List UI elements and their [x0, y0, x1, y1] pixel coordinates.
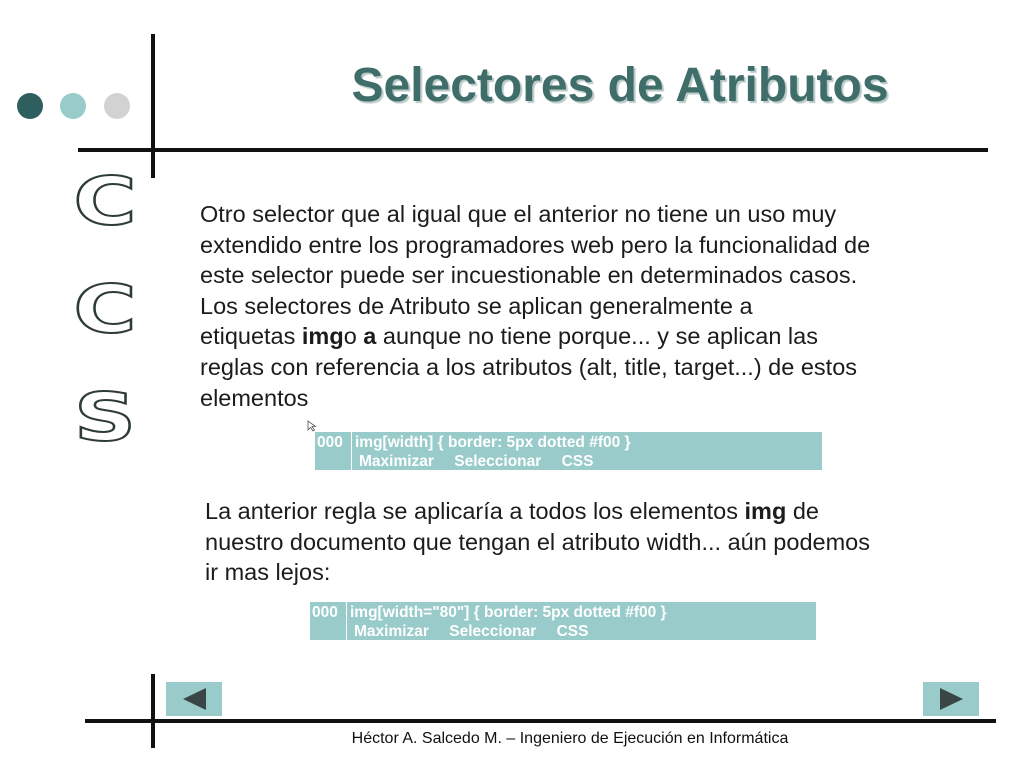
- keyword-a: a: [363, 323, 377, 350]
- paragraph-line: Los selectores de Atributo se aplican generalmente a: [200, 292, 753, 319]
- decor-dot-gray: [104, 93, 130, 119]
- paragraph-intro: [200, 199, 960, 413]
- next-slide-button[interactable]: [923, 682, 979, 716]
- code-actions: [354, 623, 602, 641]
- frame-line-top-horizontal: [78, 148, 988, 152]
- paragraph-line: Otro selector que al igual que el anterior no tiene un uso muy: [200, 201, 837, 227]
- paragraph-followup: [205, 496, 965, 588]
- text-fragment: etiquetas: [200, 323, 302, 350]
- cursor-icon: [307, 420, 317, 432]
- frame-line-top-vertical: [151, 34, 155, 178]
- paragraph-line: extendido entre los programadores web pero la funcionalidad de: [200, 231, 871, 258]
- frame-line-bottom-horizontal: [85, 719, 996, 723]
- maximize-link[interactable]: Maximizar: [354, 623, 429, 640]
- select-link[interactable]: Seleccionar: [449, 623, 537, 640]
- side-letter-s: S: [74, 379, 136, 456]
- frame-line-bottom-vertical: [151, 674, 155, 748]
- code-text: img[width] { border: 5px dotted #f00 }: [355, 434, 631, 451]
- keyword-img: img: [744, 498, 787, 524]
- triangle-right-icon: [923, 682, 979, 716]
- text-fragment: de: [786, 498, 819, 524]
- side-letter-c1: C: [73, 163, 137, 240]
- css-link[interactable]: CSS: [556, 623, 589, 640]
- paragraph-line: nuestro documento que tengan el atributo width... aún podemos: [205, 528, 870, 555]
- paragraph-line: reglas con referencia a los atributos (alt, title, target...) de estos: [200, 353, 858, 380]
- code-line-number: 000: [317, 434, 343, 451]
- code-block-1: [315, 432, 822, 470]
- code-separator: [346, 602, 347, 640]
- css-link[interactable]: CSS: [561, 453, 594, 470]
- decor-dot-teal: [60, 93, 86, 119]
- paragraph-line: ir mas lejos:: [205, 559, 331, 586]
- text-fragment: aunque no tiene porque... y se aplican las: [376, 323, 818, 350]
- code-text: img[width="80"] { border: 5px dotted #f00 }: [350, 604, 667, 621]
- paragraph-line: [205, 496, 965, 527]
- previous-slide-button[interactable]: [166, 682, 222, 716]
- side-letter-c2: C: [73, 271, 137, 348]
- code-separator: [351, 432, 352, 470]
- maximize-link[interactable]: Maximizar: [359, 453, 434, 470]
- code-line-number: 000: [312, 604, 338, 621]
- code-block-2: [310, 602, 816, 640]
- triangle-left-icon: [166, 682, 222, 716]
- paragraph-line: [200, 321, 960, 352]
- decor-dot-dark: [17, 93, 43, 119]
- text-fragment: La anterior regla se aplicaría a todos los elementos: [205, 498, 745, 524]
- footer-author: Héctor A. Salcedo M. – Ingeniero de Ejecución en Informática: [351, 730, 789, 747]
- code-actions: [359, 453, 607, 471]
- text-fragment: o: [343, 323, 364, 350]
- select-link[interactable]: Seleccionar: [454, 453, 542, 470]
- slide-title: Selectores de Atributos: [351, 59, 889, 112]
- paragraph-line: este selector puede ser incuestionable en determinados casos.: [200, 262, 858, 289]
- paragraph-line: elementos: [200, 384, 309, 411]
- keyword-img: img: [301, 323, 344, 350]
